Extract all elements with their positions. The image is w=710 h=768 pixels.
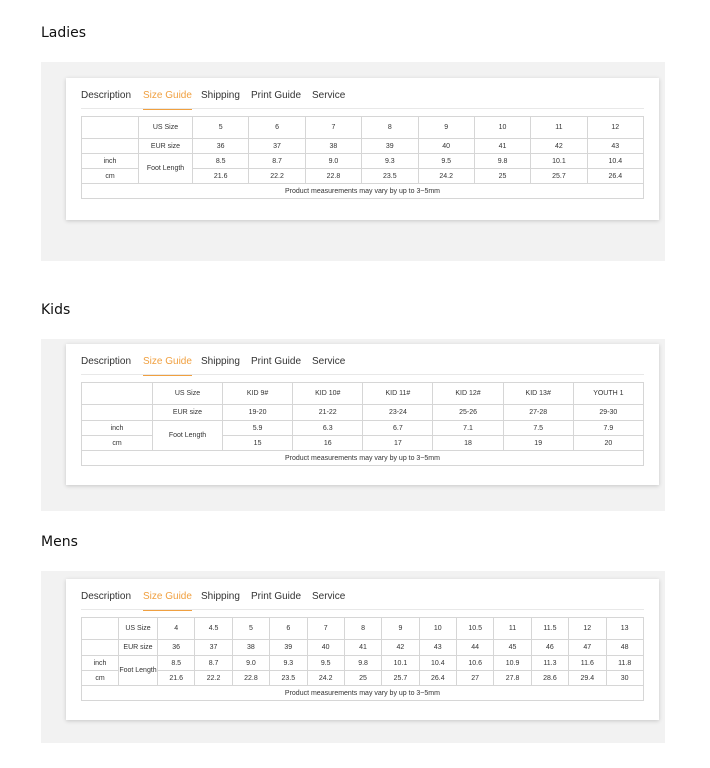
foot-length-label: Foot Length bbox=[119, 656, 158, 686]
us-size-label: US Size bbox=[139, 117, 193, 139]
inch-value-cell: 7.9 bbox=[573, 421, 643, 436]
tab-shipping[interactable]: Shipping bbox=[201, 591, 240, 602]
inch-value-cell: 9.5 bbox=[307, 656, 344, 671]
us-value-cell: 5 bbox=[232, 618, 269, 640]
inch-value-cell: 9.3 bbox=[270, 656, 307, 671]
eur-value-cell: 36 bbox=[158, 640, 195, 656]
inch-value-cell: 10.1 bbox=[382, 656, 419, 671]
us-value-cell: 10.5 bbox=[457, 618, 494, 640]
eur-value-cell: 43 bbox=[419, 640, 456, 656]
us-value-cell: KID 13# bbox=[503, 383, 573, 405]
table-corner-cell bbox=[82, 618, 119, 640]
eur-value-cell: 40 bbox=[307, 640, 344, 656]
inch-value-cell: 9.0 bbox=[305, 154, 361, 169]
eur-value-cell: 41 bbox=[474, 139, 530, 154]
us-value-cell: 9 bbox=[382, 618, 419, 640]
cm-value-cell: 22.8 bbox=[232, 671, 269, 686]
cm-value-cell: 22.8 bbox=[305, 169, 361, 184]
eur-value-cell: 45 bbox=[494, 640, 531, 656]
inch-value-cell: 11.3 bbox=[531, 656, 568, 671]
measurement-note: Product measurements may vary by up to 3~5mm bbox=[82, 686, 644, 701]
section-title-ladies: Ladies bbox=[41, 25, 87, 41]
mens-tabs bbox=[81, 579, 644, 610]
cm-value-cell: 21.6 bbox=[158, 671, 195, 686]
kids-panel bbox=[41, 339, 665, 511]
kids-size-table bbox=[81, 382, 644, 466]
inch-value-cell: 9.5 bbox=[418, 154, 474, 169]
cm-value-cell: 18 bbox=[433, 436, 503, 451]
tab-size-guide[interactable]: Size Guide bbox=[143, 356, 192, 367]
cm-value-cell: 28.6 bbox=[531, 671, 568, 686]
tab-size-guide[interactable]: Size Guide bbox=[143, 591, 192, 602]
cm-value-cell: 22.2 bbox=[195, 671, 232, 686]
us-value-cell: YOUTH 1 bbox=[573, 383, 643, 405]
us-value-cell: 10 bbox=[419, 618, 456, 640]
kids-card bbox=[66, 344, 659, 485]
table-blank-cell bbox=[82, 640, 119, 656]
measurement-note: Product measurements may vary by up to 3~5mm bbox=[82, 451, 644, 466]
ladies-size-table bbox=[81, 116, 644, 199]
inch-value-cell: 6.3 bbox=[293, 421, 363, 436]
us-value-cell: 8 bbox=[362, 117, 418, 139]
eur-value-cell: 39 bbox=[362, 139, 418, 154]
tab-service[interactable]: Service bbox=[312, 90, 346, 101]
us-value-cell: 12 bbox=[569, 618, 606, 640]
us-value-cell: 12 bbox=[587, 117, 643, 139]
us-size-label: US Size bbox=[119, 618, 158, 640]
us-value-cell: 10 bbox=[474, 117, 530, 139]
cm-label: cm bbox=[82, 169, 139, 184]
tab-shipping[interactable]: Shipping bbox=[201, 356, 240, 367]
foot-length-label: Foot Length bbox=[139, 154, 193, 184]
inch-value-cell: 10.4 bbox=[587, 154, 643, 169]
cm-value-cell: 20 bbox=[573, 436, 643, 451]
eur-value-cell: 37 bbox=[249, 139, 305, 154]
cm-value-cell: 24.2 bbox=[307, 671, 344, 686]
eur-value-cell: 21-22 bbox=[293, 405, 363, 421]
cm-value-cell: 17 bbox=[363, 436, 433, 451]
eur-value-cell: 44 bbox=[457, 640, 494, 656]
cm-value-cell: 29.4 bbox=[569, 671, 606, 686]
measurement-note: Product measurements may vary by up to 3~5mm bbox=[82, 184, 644, 199]
inch-value-cell: 8.7 bbox=[249, 154, 305, 169]
cm-value-cell: 25 bbox=[344, 671, 381, 686]
cm-value-cell: 26.4 bbox=[587, 169, 643, 184]
us-value-cell: 11.5 bbox=[531, 618, 568, 640]
eur-value-cell: 38 bbox=[305, 139, 361, 154]
ladies-panel bbox=[41, 62, 665, 261]
us-value-cell: 9 bbox=[418, 117, 474, 139]
inch-value-cell: 9.0 bbox=[232, 656, 269, 671]
mens-card bbox=[66, 579, 659, 720]
cm-value-cell: 25.7 bbox=[382, 671, 419, 686]
inch-value-cell: 9.3 bbox=[362, 154, 418, 169]
us-value-cell: KID 9# bbox=[223, 383, 293, 405]
inch-value-cell: 7.5 bbox=[503, 421, 573, 436]
us-value-cell: 7 bbox=[307, 618, 344, 640]
inch-value-cell: 10.9 bbox=[494, 656, 531, 671]
eur-value-cell: 43 bbox=[587, 139, 643, 154]
table-blank-cell bbox=[82, 139, 139, 154]
mens-panel bbox=[41, 571, 665, 743]
eur-value-cell: 41 bbox=[344, 640, 381, 656]
cm-value-cell: 23.5 bbox=[270, 671, 307, 686]
kids-tabs bbox=[81, 344, 644, 375]
cm-value-cell: 22.2 bbox=[249, 169, 305, 184]
inch-value-cell: 9.8 bbox=[344, 656, 381, 671]
table-corner-cell bbox=[82, 383, 153, 405]
table-blank-cell bbox=[82, 405, 153, 421]
inch-value-cell: 10.1 bbox=[531, 154, 587, 169]
us-value-cell: 13 bbox=[606, 618, 643, 640]
cm-value-cell: 30 bbox=[606, 671, 643, 686]
tab-shipping[interactable]: Shipping bbox=[201, 90, 240, 101]
ladies-card bbox=[66, 78, 659, 220]
eur-value-cell: 39 bbox=[270, 640, 307, 656]
table-corner-cell bbox=[82, 117, 139, 139]
us-value-cell: 11 bbox=[531, 117, 587, 139]
eur-value-cell: 36 bbox=[193, 139, 249, 154]
tab-description[interactable]: Description bbox=[81, 90, 132, 101]
tab-service[interactable]: Service bbox=[312, 356, 346, 367]
eur-value-cell: 38 bbox=[232, 640, 269, 656]
inch-value-cell: 6.7 bbox=[363, 421, 433, 436]
us-value-cell: KID 10# bbox=[293, 383, 363, 405]
us-value-cell: 5 bbox=[193, 117, 249, 139]
us-value-cell: 6 bbox=[249, 117, 305, 139]
eur-value-cell: 42 bbox=[382, 640, 419, 656]
eur-size-label: EUR size bbox=[119, 640, 158, 656]
cm-value-cell: 25.7 bbox=[531, 169, 587, 184]
inch-value-cell: 8.5 bbox=[193, 154, 249, 169]
cm-value-cell: 27 bbox=[457, 671, 494, 686]
us-value-cell: KID 11# bbox=[363, 383, 433, 405]
us-value-cell: KID 12# bbox=[433, 383, 503, 405]
inch-value-cell: 10.6 bbox=[457, 656, 494, 671]
us-size-label: US Size bbox=[153, 383, 223, 405]
eur-value-cell: 42 bbox=[531, 139, 587, 154]
tab-size-guide[interactable]: Size Guide bbox=[143, 90, 192, 101]
tab-print-guide[interactable]: Print Guide bbox=[251, 90, 302, 101]
eur-value-cell: 25-26 bbox=[433, 405, 503, 421]
mens-size-table bbox=[81, 617, 644, 701]
inch-value-cell: 5.9 bbox=[223, 421, 293, 436]
cm-value-cell: 25 bbox=[474, 169, 530, 184]
eur-value-cell: 37 bbox=[195, 640, 232, 656]
inch-value-cell: 9.8 bbox=[474, 154, 530, 169]
us-value-cell: 6 bbox=[270, 618, 307, 640]
cm-value-cell: 27.8 bbox=[494, 671, 531, 686]
eur-size-label: EUR size bbox=[153, 405, 223, 421]
tab-print-guide[interactable]: Print Guide bbox=[251, 356, 302, 367]
tab-service[interactable]: Service bbox=[312, 591, 346, 602]
eur-value-cell: 40 bbox=[418, 139, 474, 154]
cm-value-cell: 19 bbox=[503, 436, 573, 451]
us-value-cell: 4 bbox=[158, 618, 195, 640]
cm-value-cell: 16 bbox=[293, 436, 363, 451]
inch-label: inch bbox=[82, 154, 139, 169]
foot-length-label: Foot Length bbox=[153, 421, 223, 451]
tab-description[interactable]: Description bbox=[81, 356, 132, 367]
ladies-tabs bbox=[81, 78, 644, 109]
inch-value-cell: 11.6 bbox=[569, 656, 606, 671]
eur-value-cell: 29-30 bbox=[573, 405, 643, 421]
us-value-cell: 7 bbox=[305, 117, 361, 139]
cm-value-cell: 21.6 bbox=[193, 169, 249, 184]
tab-description[interactable]: Description bbox=[81, 591, 132, 602]
cm-label: cm bbox=[82, 671, 119, 686]
cm-label: cm bbox=[82, 436, 153, 451]
inch-value-cell: 7.1 bbox=[433, 421, 503, 436]
inch-value-cell: 8.5 bbox=[158, 656, 195, 671]
us-value-cell: 11 bbox=[494, 618, 531, 640]
eur-value-cell: 47 bbox=[569, 640, 606, 656]
cm-value-cell: 24.2 bbox=[418, 169, 474, 184]
section-title-kids: Kids bbox=[41, 302, 71, 318]
us-value-cell: 4.5 bbox=[195, 618, 232, 640]
us-value-cell: 8 bbox=[344, 618, 381, 640]
tab-print-guide[interactable]: Print Guide bbox=[251, 591, 302, 602]
cm-value-cell: 26.4 bbox=[419, 671, 456, 686]
eur-value-cell: 46 bbox=[531, 640, 568, 656]
eur-size-label: EUR size bbox=[139, 139, 193, 154]
section-title-mens: Mens bbox=[41, 534, 78, 550]
inch-label: inch bbox=[82, 421, 153, 436]
inch-value-cell: 8.7 bbox=[195, 656, 232, 671]
eur-value-cell: 19-20 bbox=[223, 405, 293, 421]
cm-value-cell: 23.5 bbox=[362, 169, 418, 184]
eur-value-cell: 27-28 bbox=[503, 405, 573, 421]
inch-label: inch bbox=[82, 656, 119, 671]
cm-value-cell: 15 bbox=[223, 436, 293, 451]
eur-value-cell: 48 bbox=[606, 640, 643, 656]
eur-value-cell: 23-24 bbox=[363, 405, 433, 421]
inch-value-cell: 10.4 bbox=[419, 656, 456, 671]
inch-value-cell: 11.8 bbox=[606, 656, 643, 671]
